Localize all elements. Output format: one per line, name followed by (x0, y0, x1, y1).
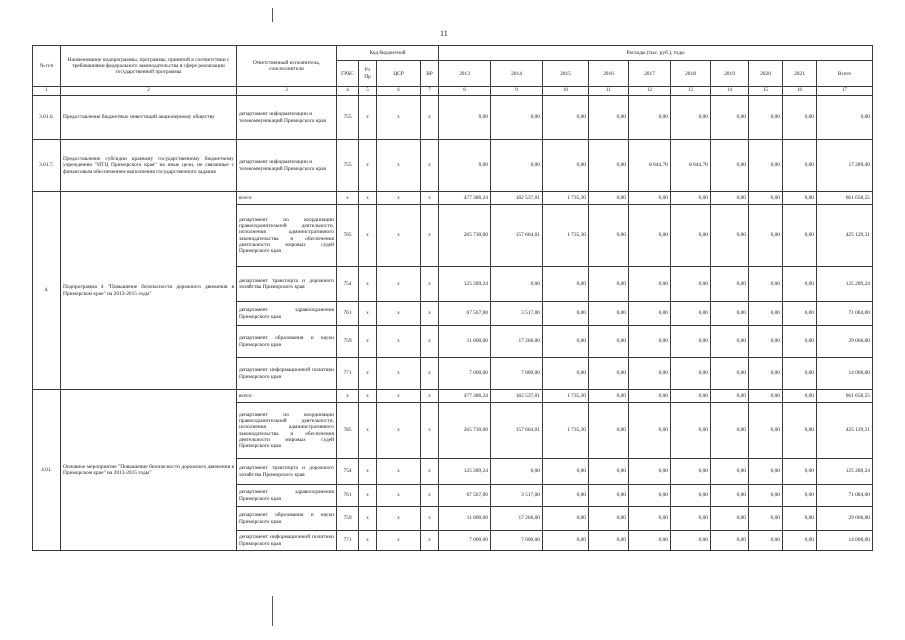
budget-code-cell: 759 (337, 507, 359, 531)
budget-code-cell: x (377, 96, 421, 140)
expense-cell: 0,00 (711, 96, 749, 140)
header-expenses: Расходы (тыс. руб.), годы (439, 46, 873, 61)
expense-cell: 0,00 (589, 96, 629, 140)
budget-code-cell: x (421, 507, 439, 531)
header-year-2021: 2021 (783, 61, 817, 87)
budget-code-cell: x (377, 390, 421, 403)
expense-cell: 0,00 (543, 531, 589, 551)
budget-code-cell: 785 (337, 205, 359, 267)
expense-cell: 0,00 (711, 205, 749, 267)
expense-cell: 0,00 (671, 531, 711, 551)
budget-code-cell: x (359, 531, 377, 551)
budget-code-cell: x (359, 140, 377, 192)
total-cell: 425 129,31 (817, 205, 873, 267)
expense-cell: 0,00 (491, 140, 543, 192)
budget-code-cell: x (421, 390, 439, 403)
header-year-2015: 2015 (543, 61, 589, 87)
budget-code-cell: x (359, 192, 377, 205)
budget-code-cell: x (421, 326, 439, 358)
expense-cell: 0,00 (629, 205, 671, 267)
expense-cell: 0,00 (589, 302, 629, 326)
budget-code-cell: 754 (337, 459, 359, 485)
expense-cell: 67 567,00 (439, 302, 491, 326)
executor-total-label: всего: (237, 390, 337, 403)
header-name: Наименование подпрограммы, программы, принятой в соответствии с требованиями федерального законодательства в сфере реализации государственной программы (61, 46, 237, 87)
expense-cell: 3 517,00 (491, 302, 543, 326)
expense-cell: 0,00 (671, 205, 711, 267)
expense-cell: 0,00 (749, 192, 783, 205)
expense-cell: 0,00 (629, 459, 671, 485)
column-index: 7 (421, 87, 439, 96)
table-row (33, 140, 873, 192)
expense-cell: 17 266,00 (491, 507, 543, 531)
expense-cell: 0,00 (543, 140, 589, 192)
expense-cell: 0,00 (711, 507, 749, 531)
expense-cell: 1 735,30 (543, 192, 589, 205)
column-index: 10 (543, 87, 589, 96)
budget-code-cell: 755 (337, 140, 359, 192)
expense-cell: 0,00 (783, 140, 817, 192)
budget-code-cell: x (377, 267, 421, 302)
scan-line-top (272, 8, 273, 22)
row-executor: департамент здравоохранения Приморского края (237, 302, 337, 326)
row-executor: департамент информационной политики Приморского края (237, 358, 337, 390)
header-num: № п/п (33, 46, 61, 87)
expense-cell: 0,00 (711, 326, 749, 358)
expense-cell: 157 664,01 (491, 205, 543, 267)
expense-cell: 0,00 (749, 205, 783, 267)
budget-code-cell: 755 (337, 96, 359, 140)
header-vr: ВР (421, 61, 439, 87)
budget-code-cell: x (359, 358, 377, 390)
budget-code-cell: x (359, 390, 377, 403)
expense-cell: 477 386,24 (439, 390, 491, 403)
expense-cell: 0,00 (783, 192, 817, 205)
header-rzpr: Рз Пр (359, 61, 377, 87)
budget-code-cell: x (421, 302, 439, 326)
expense-cell: 0,00 (671, 459, 711, 485)
expense-cell: 265 730,00 (439, 205, 491, 267)
total-cell: 71 084,00 (817, 302, 873, 326)
expense-cell: 7 000,00 (439, 531, 491, 551)
header-grbs: ГРБС (337, 61, 359, 87)
expense-cell: 8 644,70 (629, 140, 671, 192)
expense-cell: 0,00 (783, 390, 817, 403)
expense-cell: 8 644,70 (671, 140, 711, 192)
expense-cell: 0,00 (749, 267, 783, 302)
budget-code-cell: x (337, 192, 359, 205)
budget-code-cell: x (377, 358, 421, 390)
expense-cell: 0,00 (671, 302, 711, 326)
header-budget-code: Код бюджетной (337, 46, 439, 61)
expense-cell: 157 664,01 (491, 403, 543, 459)
budget-code-cell: x (421, 459, 439, 485)
expense-cell: 11 800,00 (439, 507, 491, 531)
expense-cell: 0,00 (749, 403, 783, 459)
expense-cell: 0,00 (749, 326, 783, 358)
expense-cell: 0,00 (711, 140, 749, 192)
expense-cell: 0,00 (629, 302, 671, 326)
expense-cell: 1 735,30 (543, 403, 589, 459)
budget-code-cell: x (421, 192, 439, 205)
expenses-table (32, 45, 873, 551)
expense-cell: 0,00 (543, 459, 589, 485)
expense-cell: 0,00 (671, 403, 711, 459)
expense-cell: 0,00 (749, 390, 783, 403)
row-name: Предоставление субсидии краевому государственному бюджетному учреждению "ИТЦ Приморского края" на иные цели, не связанные с финансовым обеспечением выполнения государственного задания (61, 140, 237, 192)
scan-line-bottom (272, 596, 273, 626)
expense-cell: 0,00 (783, 326, 817, 358)
column-index: 3 (237, 87, 337, 96)
budget-code-cell: x (421, 403, 439, 459)
budget-code-cell: 785 (337, 403, 359, 459)
budget-code-cell: 771 (337, 358, 359, 390)
row-executor: департамент информатизации и телекоммуникаций Приморского края (237, 96, 337, 140)
group-total-row (33, 390, 873, 403)
column-index: 6 (377, 87, 421, 96)
expense-cell: 0,00 (711, 302, 749, 326)
budget-code-cell: 759 (337, 326, 359, 358)
column-index: 12 (629, 87, 671, 96)
budget-code-cell: x (337, 390, 359, 403)
expense-cell: 0,00 (629, 531, 671, 551)
expense-cell: 0,00 (749, 485, 783, 507)
budget-code-cell: x (377, 140, 421, 192)
expense-cell: 0,00 (671, 326, 711, 358)
budget-code-cell: x (377, 403, 421, 459)
expense-cell: 0,00 (711, 485, 749, 507)
expense-cell: 0,00 (589, 531, 629, 551)
expense-cell: 0,00 (589, 205, 629, 267)
expense-cell: 0,00 (589, 390, 629, 403)
expense-cell: 7 000,00 (439, 358, 491, 390)
column-index: 16 (783, 87, 817, 96)
row-executor: департамент здравоохранения Приморского края (237, 485, 337, 507)
expense-cell: 0,00 (711, 358, 749, 390)
executor-total-label: всего: (237, 192, 337, 205)
expense-cell: 1 735,30 (543, 205, 589, 267)
budget-code-cell: x (421, 267, 439, 302)
budget-code-cell: x (359, 96, 377, 140)
row-name: Предоставление бюджетных инвестиций акционерному обществу (61, 96, 237, 140)
budget-code-cell: 754 (337, 267, 359, 302)
expense-cell: 0,00 (671, 267, 711, 302)
group-name: Основное мероприятие "Повышение безопасности дорожного движения в Приморском крае" на 2013-2015 годы" (61, 390, 237, 551)
expense-cell: 182 537,01 (491, 390, 543, 403)
expense-cell: 0,00 (711, 192, 749, 205)
total-cell: 0,00 (817, 96, 873, 140)
row-executor: департамент транспорта и дорожного хозяйства Приморского края (237, 267, 337, 302)
budget-code-cell: x (377, 205, 421, 267)
expense-cell: 0,00 (439, 140, 491, 192)
table-row (33, 96, 873, 140)
expense-cell: 0,00 (749, 531, 783, 551)
expense-cell: 0,00 (749, 96, 783, 140)
column-index: 11 (589, 87, 629, 96)
total-cell: 29 066,00 (817, 507, 873, 531)
header-total: Всего (817, 61, 873, 87)
expense-cell: 0,00 (671, 390, 711, 403)
budget-code-cell: x (359, 267, 377, 302)
budget-code-cell: x (421, 140, 439, 192)
expense-cell: 477 386,24 (439, 192, 491, 205)
expense-cell: 0,00 (439, 96, 491, 140)
expense-cell: 0,00 (629, 485, 671, 507)
expense-cell: 0,00 (629, 507, 671, 531)
group-name: Подпрограмма 4 "Повышение безопасности дорожного движения в Приморском крае" на 2013-2015 годы" (61, 192, 237, 390)
expense-cell: 0,00 (671, 485, 711, 507)
page-number: 11 (440, 29, 448, 38)
expense-cell: 265 730,00 (439, 403, 491, 459)
total-cell: 125 289,24 (817, 267, 873, 302)
budget-code-cell: x (421, 485, 439, 507)
budget-code-cell: x (377, 531, 421, 551)
budget-code-cell: x (421, 205, 439, 267)
header-year-2020: 2020 (749, 61, 783, 87)
expense-cell: 0,00 (543, 326, 589, 358)
header-year-2018: 2018 (671, 61, 711, 87)
total-cell: 125 289,24 (817, 459, 873, 485)
total-cell: 29 066,00 (817, 326, 873, 358)
expense-cell: 0,00 (711, 267, 749, 302)
expense-cell: 0,00 (783, 531, 817, 551)
expense-cell: 0,00 (543, 96, 589, 140)
budget-code-cell: x (377, 326, 421, 358)
column-index: 8 (439, 87, 491, 96)
budget-code-cell: x (377, 192, 421, 205)
row-executor: департамент по координации правоохранительной деятельности, исполнения административного законодательства и обеспечения деятельности мировых судей Приморского края (237, 205, 337, 267)
budget-code-cell: x (377, 302, 421, 326)
budget-code-cell: x (359, 302, 377, 326)
row-executor: департамент образования и науки Приморского края (237, 326, 337, 358)
header-csr: ЦСР (377, 61, 421, 87)
budget-code-cell: x (377, 507, 421, 531)
expense-cell: 0,00 (589, 192, 629, 205)
budget-code-cell: x (421, 358, 439, 390)
expense-cell: 0,00 (671, 507, 711, 531)
expense-cell: 17 266,00 (491, 326, 543, 358)
budget-code-cell: x (421, 531, 439, 551)
expense-cell: 0,00 (783, 403, 817, 459)
expense-cell: 0,00 (783, 358, 817, 390)
budget-code-cell: x (359, 485, 377, 507)
header-row-1 (33, 46, 873, 61)
column-index: 15 (749, 87, 783, 96)
expense-cell: 0,00 (589, 326, 629, 358)
expense-cell: 125 289,24 (439, 267, 491, 302)
expense-cell: 0,00 (749, 459, 783, 485)
expense-cell: 0,00 (543, 485, 589, 507)
expense-cell: 1 735,30 (543, 390, 589, 403)
expense-cell: 0,00 (749, 302, 783, 326)
total-cell: 14 000,00 (817, 358, 873, 390)
column-index: 2 (61, 87, 237, 96)
column-index-row (33, 87, 873, 96)
expense-cell: 182 537,01 (491, 192, 543, 205)
expense-cell: 0,00 (711, 403, 749, 459)
expense-cell: 0,00 (543, 358, 589, 390)
expense-cell: 0,00 (711, 390, 749, 403)
expense-cell: 0,00 (783, 96, 817, 140)
expense-cell: 0,00 (491, 96, 543, 140)
total-cell: 17 289,40 (817, 140, 873, 192)
expense-cell: 0,00 (711, 459, 749, 485)
expense-cell: 0,00 (629, 192, 671, 205)
expense-cell: 0,00 (491, 267, 543, 302)
expense-cell: 0,00 (671, 192, 711, 205)
budget-code-cell: x (377, 485, 421, 507)
header-year-2014: 2014 (491, 61, 543, 87)
expense-cell: 0,00 (749, 507, 783, 531)
expense-cell: 7 000,00 (491, 358, 543, 390)
row-executor: департамент по координации правоохранительной деятельности, исполнения административного законодательства и обеспечения деятельности мировых судей Приморского края (237, 403, 337, 459)
header-executor: Ответственный исполнитель, соисполнители (237, 46, 337, 87)
group-total-row (33, 192, 873, 205)
total-cell: 661 658,55 (817, 390, 873, 403)
expense-cell: 3 517,00 (491, 485, 543, 507)
expense-cell: 0,00 (749, 140, 783, 192)
column-index: 9 (491, 87, 543, 96)
expense-cell: 0,00 (543, 267, 589, 302)
expense-cell: 0,00 (629, 403, 671, 459)
budget-code-cell: x (359, 403, 377, 459)
row-executor: департамент образования и науки Приморского края (237, 507, 337, 531)
header-year-2019: 2019 (711, 61, 749, 87)
expense-cell: 0,00 (589, 403, 629, 459)
header-year-2013: 2013 (439, 61, 491, 87)
row-number: 3.01.7. (33, 140, 61, 192)
budget-code-cell: x (359, 205, 377, 267)
budget-code-cell: x (359, 507, 377, 531)
expense-cell: 0,00 (491, 459, 543, 485)
column-index: 5 (359, 87, 377, 96)
header-year-2016: 2016 (589, 61, 629, 87)
expense-cell: 0,00 (543, 507, 589, 531)
total-cell: 661 658,55 (817, 192, 873, 205)
expense-cell: 0,00 (589, 140, 629, 192)
total-cell: 425 129,31 (817, 403, 873, 459)
expense-cell: 0,00 (711, 531, 749, 551)
expense-cell: 0,00 (629, 96, 671, 140)
expense-cell: 0,00 (589, 507, 629, 531)
budget-code-cell: 761 (337, 485, 359, 507)
row-executor: департамент информационной политики Приморского края (237, 531, 337, 551)
expense-cell: 0,00 (589, 358, 629, 390)
budget-code-cell: x (359, 326, 377, 358)
expense-cell: 0,00 (783, 507, 817, 531)
row-executor: департамент транспорта и дорожного хозяйства Приморского края (237, 459, 337, 485)
column-index: 14 (711, 87, 749, 96)
expense-cell: 0,00 (629, 390, 671, 403)
budget-code-cell: 771 (337, 531, 359, 551)
expense-cell: 0,00 (543, 302, 589, 326)
row-number: 3.01.6. (33, 96, 61, 140)
budget-code-cell: 761 (337, 302, 359, 326)
expense-cell: 0,00 (783, 267, 817, 302)
expense-cell: 0,00 (629, 267, 671, 302)
expense-cell: 0,00 (589, 459, 629, 485)
budget-code-cell: x (421, 96, 439, 140)
expense-cell: 0,00 (783, 485, 817, 507)
row-executor: департамент информатизации и телекоммуникаций Приморского края (237, 140, 337, 192)
expense-cell: 0,00 (671, 96, 711, 140)
expense-cell: 0,00 (589, 485, 629, 507)
column-index: 13 (671, 87, 711, 96)
expense-cell: 0,00 (783, 302, 817, 326)
expense-cell: 67 567,00 (439, 485, 491, 507)
total-cell: 71 084,00 (817, 485, 873, 507)
group-number: 4. (33, 192, 61, 390)
expense-cell: 11 800,00 (439, 326, 491, 358)
expense-cell: 0,00 (629, 358, 671, 390)
budget-code-cell: x (359, 459, 377, 485)
column-index: 4 (337, 87, 359, 96)
column-index: 1 (33, 87, 61, 96)
expense-cell: 0,00 (749, 358, 783, 390)
expense-cell: 0,00 (589, 267, 629, 302)
group-number: 4.01. (33, 390, 61, 551)
expense-cell: 7 000,00 (491, 531, 543, 551)
header-year-2017: 2017 (629, 61, 671, 87)
total-cell: 14 000,00 (817, 531, 873, 551)
budget-code-cell: x (377, 459, 421, 485)
expense-cell: 0,00 (629, 326, 671, 358)
expense-cell: 0,00 (783, 205, 817, 267)
expense-cell: 0,00 (671, 358, 711, 390)
expense-cell: 0,00 (783, 459, 817, 485)
expense-cell: 125 289,24 (439, 459, 491, 485)
column-index: 17 (817, 87, 873, 96)
